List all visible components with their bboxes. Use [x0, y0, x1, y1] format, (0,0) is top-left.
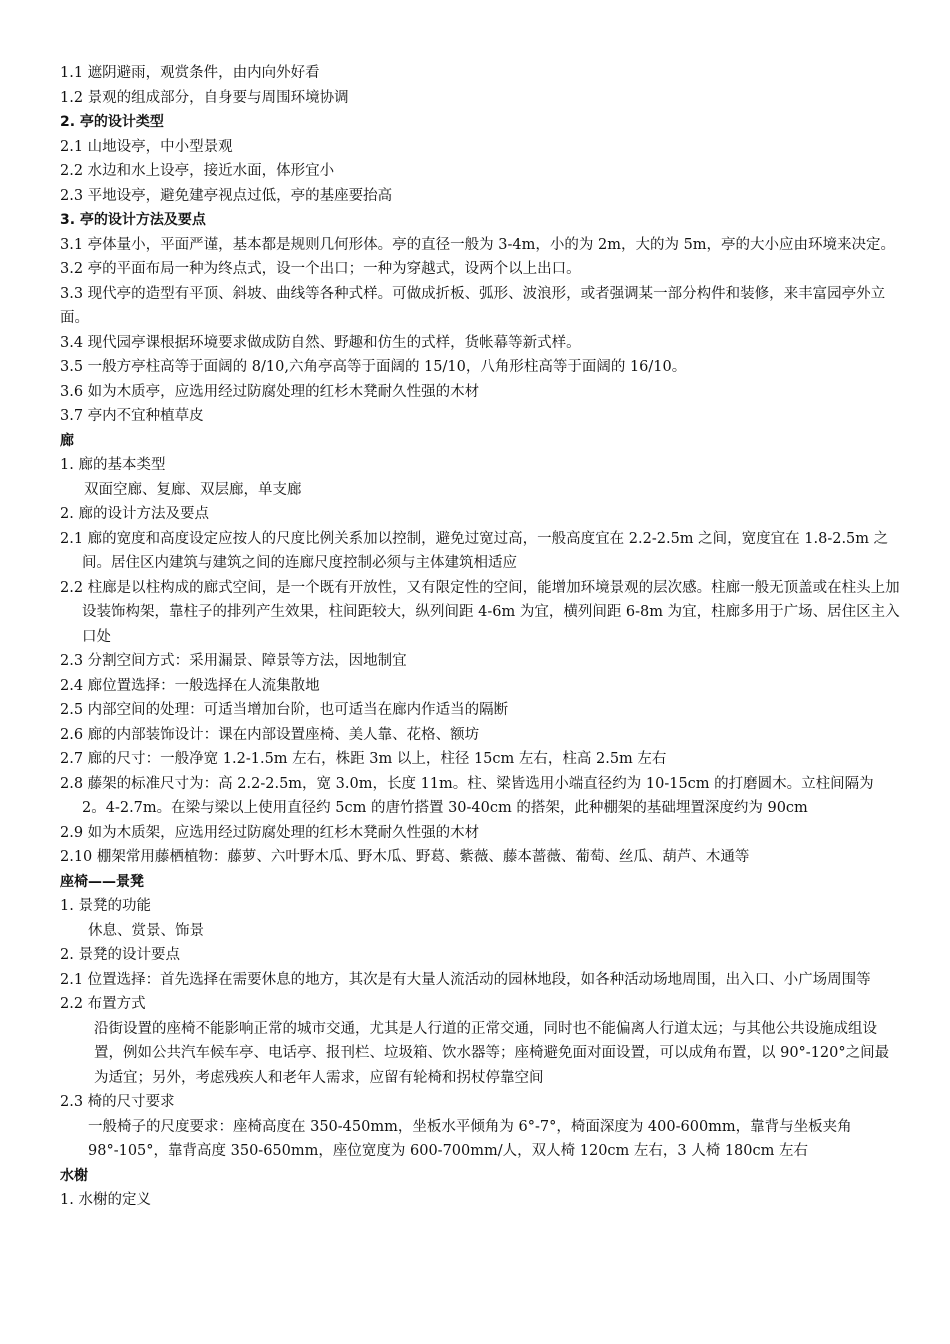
- text-line: 2.6 廊的内部装饰设计：课在内部设置座椅、美人靠、花格、额坊: [60, 726, 480, 743]
- text-line: 1. 景凳的功能: [60, 898, 151, 914]
- text-line: 2.10 棚架常用藤栖植物：藤萝、六叶野木瓜、野木瓜、野葛、紫薇、藤本蔷薇、葡萄、丝瓜、葫芦、木通等: [60, 849, 750, 865]
- text-line: 1.2 景观的组成部分，自身要与周围环境协调: [60, 89, 349, 106]
- text-line: 3.1 亭体量小，平面严谨，基本都是规则几何形体。亭的直径一般为 3-4m，小的为 2m，大的为 5m，亭的大小应由环境来决定。: [60, 236, 896, 253]
- text-line: 2.2 布置方式: [60, 996, 146, 1012]
- text-line: 2.3 平地设亭，避免建亭视点过低，亭的基座要抬高: [60, 187, 393, 204]
- text-line: 3.5 一般方亭柱高等于面阔的 8/10,六角亭高等于面阔的 15/10，八角形柱高等于面阔的 16/10。: [60, 359, 687, 375]
- section-heading: 3. 亭的设计方法及要点: [60, 212, 206, 228]
- text-line: 2.3 椅的尺寸要求: [60, 1094, 175, 1110]
- text-line: 2. 景凳的设计要点: [60, 947, 180, 963]
- text-line: 2.1 位置选择：首先选择在需要休息的地方，其次是有大量人流活动的园林地段，如各种活动场地周围，出入口、小广场周围等: [60, 971, 871, 988]
- text-line: 2.1 山地设亭，中小型景观: [60, 138, 233, 155]
- text-line: 3.2 亭的平面布局一种为终点式，设一个出口；一种为穿越式，设两个以上出口。: [60, 261, 581, 277]
- text-line: 3.6 如为木质亭，应选用经过防腐处理的红杉木凳耐久性强的木材: [60, 383, 480, 400]
- text-line: 休息、赏景、饰景: [88, 922, 204, 939]
- text-line: 1. 水榭的定义: [60, 1192, 151, 1208]
- text-line: 双面空廊、复廊、双层廊，单支廊: [84, 481, 302, 498]
- text-line: 1. 廊的基本类型: [60, 457, 166, 473]
- text-line: 2.2 水边和水上设亭，接近水面，体形宜小: [60, 163, 335, 179]
- text-line: 2.5 内部空间的处理：可适当增加台阶，也可适当在廊内作适当的隔断: [60, 702, 509, 718]
- text-line: 3.4 现代园亭课根据环境要求做成防自然、野趣和仿生的式样，货帐幕等新式样。: [60, 334, 581, 351]
- text-line: 2.4 廊位置选择：一般选择在人流集散地: [60, 677, 320, 694]
- text-line: 2.1 廊的宽度和高度设定应按人的尺度比例关系加以控制，避免过宽过高，一般高度宜在 2.2-2.5m 之间，宽度宜在 1.8-2.5m 之间。居住区内建筑与建筑之间的连廊尺度控制必须与主体建筑相适应: [60, 530, 889, 571]
- text-line: 1.1 遮阴避雨，观赏条件，由内向外好看: [60, 65, 320, 81]
- text-line: 2. 廊的设计方法及要点: [60, 506, 209, 522]
- section-heading: 2. 亭的设计类型: [60, 114, 164, 130]
- text-line: 沿街设置的座椅不能影响正常的城市交通，尤其是人行道的正常交通，同时也不能偏离人行道太远；与其他公共设施成组设置，例如公共汽车候车亭、电话亭、报刊栏、垃圾箱、饮水器等；座椅避免面对面设置，可以成角布置，以 90°-120°之间最为适宜；另外，考虑残疾人和老年人需求，应留有轮椅和拐杖停靠空间: [94, 1020, 890, 1086]
- chapter-heading: 水榭: [60, 1167, 88, 1184]
- text-line: 2.8 藤架的标准尺寸为：高 2.2-2.5m，宽 3.0m，长度 11m。柱、梁皆选用小端直径约为 10-15cm 的打磨圆木。立柱间隔为 2。4-2.7m。在梁与梁以上使用直径约 5cm 的唐竹搭置 30-40cm 的搭架，此种棚架的基础埋置深度约为 90cm: [60, 775, 874, 816]
- text-line: 3.3 现代亭的造型有平顶、斜坡、曲线等各种式样。可做成折板、弧形、波浪形，或者强调某一部分构件和装修，来丰富园亭外立面。: [60, 285, 886, 326]
- text-line: 3.7 亭内不宜种植草皮: [60, 408, 204, 424]
- chapter-heading: 廊: [60, 432, 74, 449]
- text-line: 一般椅子的尺度要求：座椅高度在 350-450mm，坐板水平倾角为 6°-7°，椅面深度为 400-600mm，靠背与坐板夹角 98°-105°，靠背高度 350-650mm，座位宽度为 600-700mm/人，双人椅 120cm 左右，3 人椅 180cm 左右: [88, 1118, 852, 1159]
- text-line: 2.9 如为木质架，应选用经过防腐处理的红杉木凳耐久性强的木材: [60, 824, 480, 841]
- text-line: 2.2 柱廊是以柱构成的廊式空间，是一个既有开放性，又有限定性的空间，能增加环境景观的层次感。柱廊一般无顶盖或在柱头上加设装饰构架，靠柱子的排列产生效果，柱间距较大，纵列间距 4-6m 为宜，横列间距 6-8m 为宜，柱廊多用于广场、居住区主入口处: [60, 579, 900, 645]
- text-line: 2.7 廊的尺寸：一般净宽 1.2-1.5m 左右，株距 3m 以上，柱径 15cm 左右，柱高 2.5m 左右: [60, 751, 667, 767]
- text-line: 2.3 分割空间方式：采用漏景、障景等方法，因地制宜: [60, 653, 407, 669]
- chapter-heading: 座椅——景凳: [60, 873, 144, 890]
